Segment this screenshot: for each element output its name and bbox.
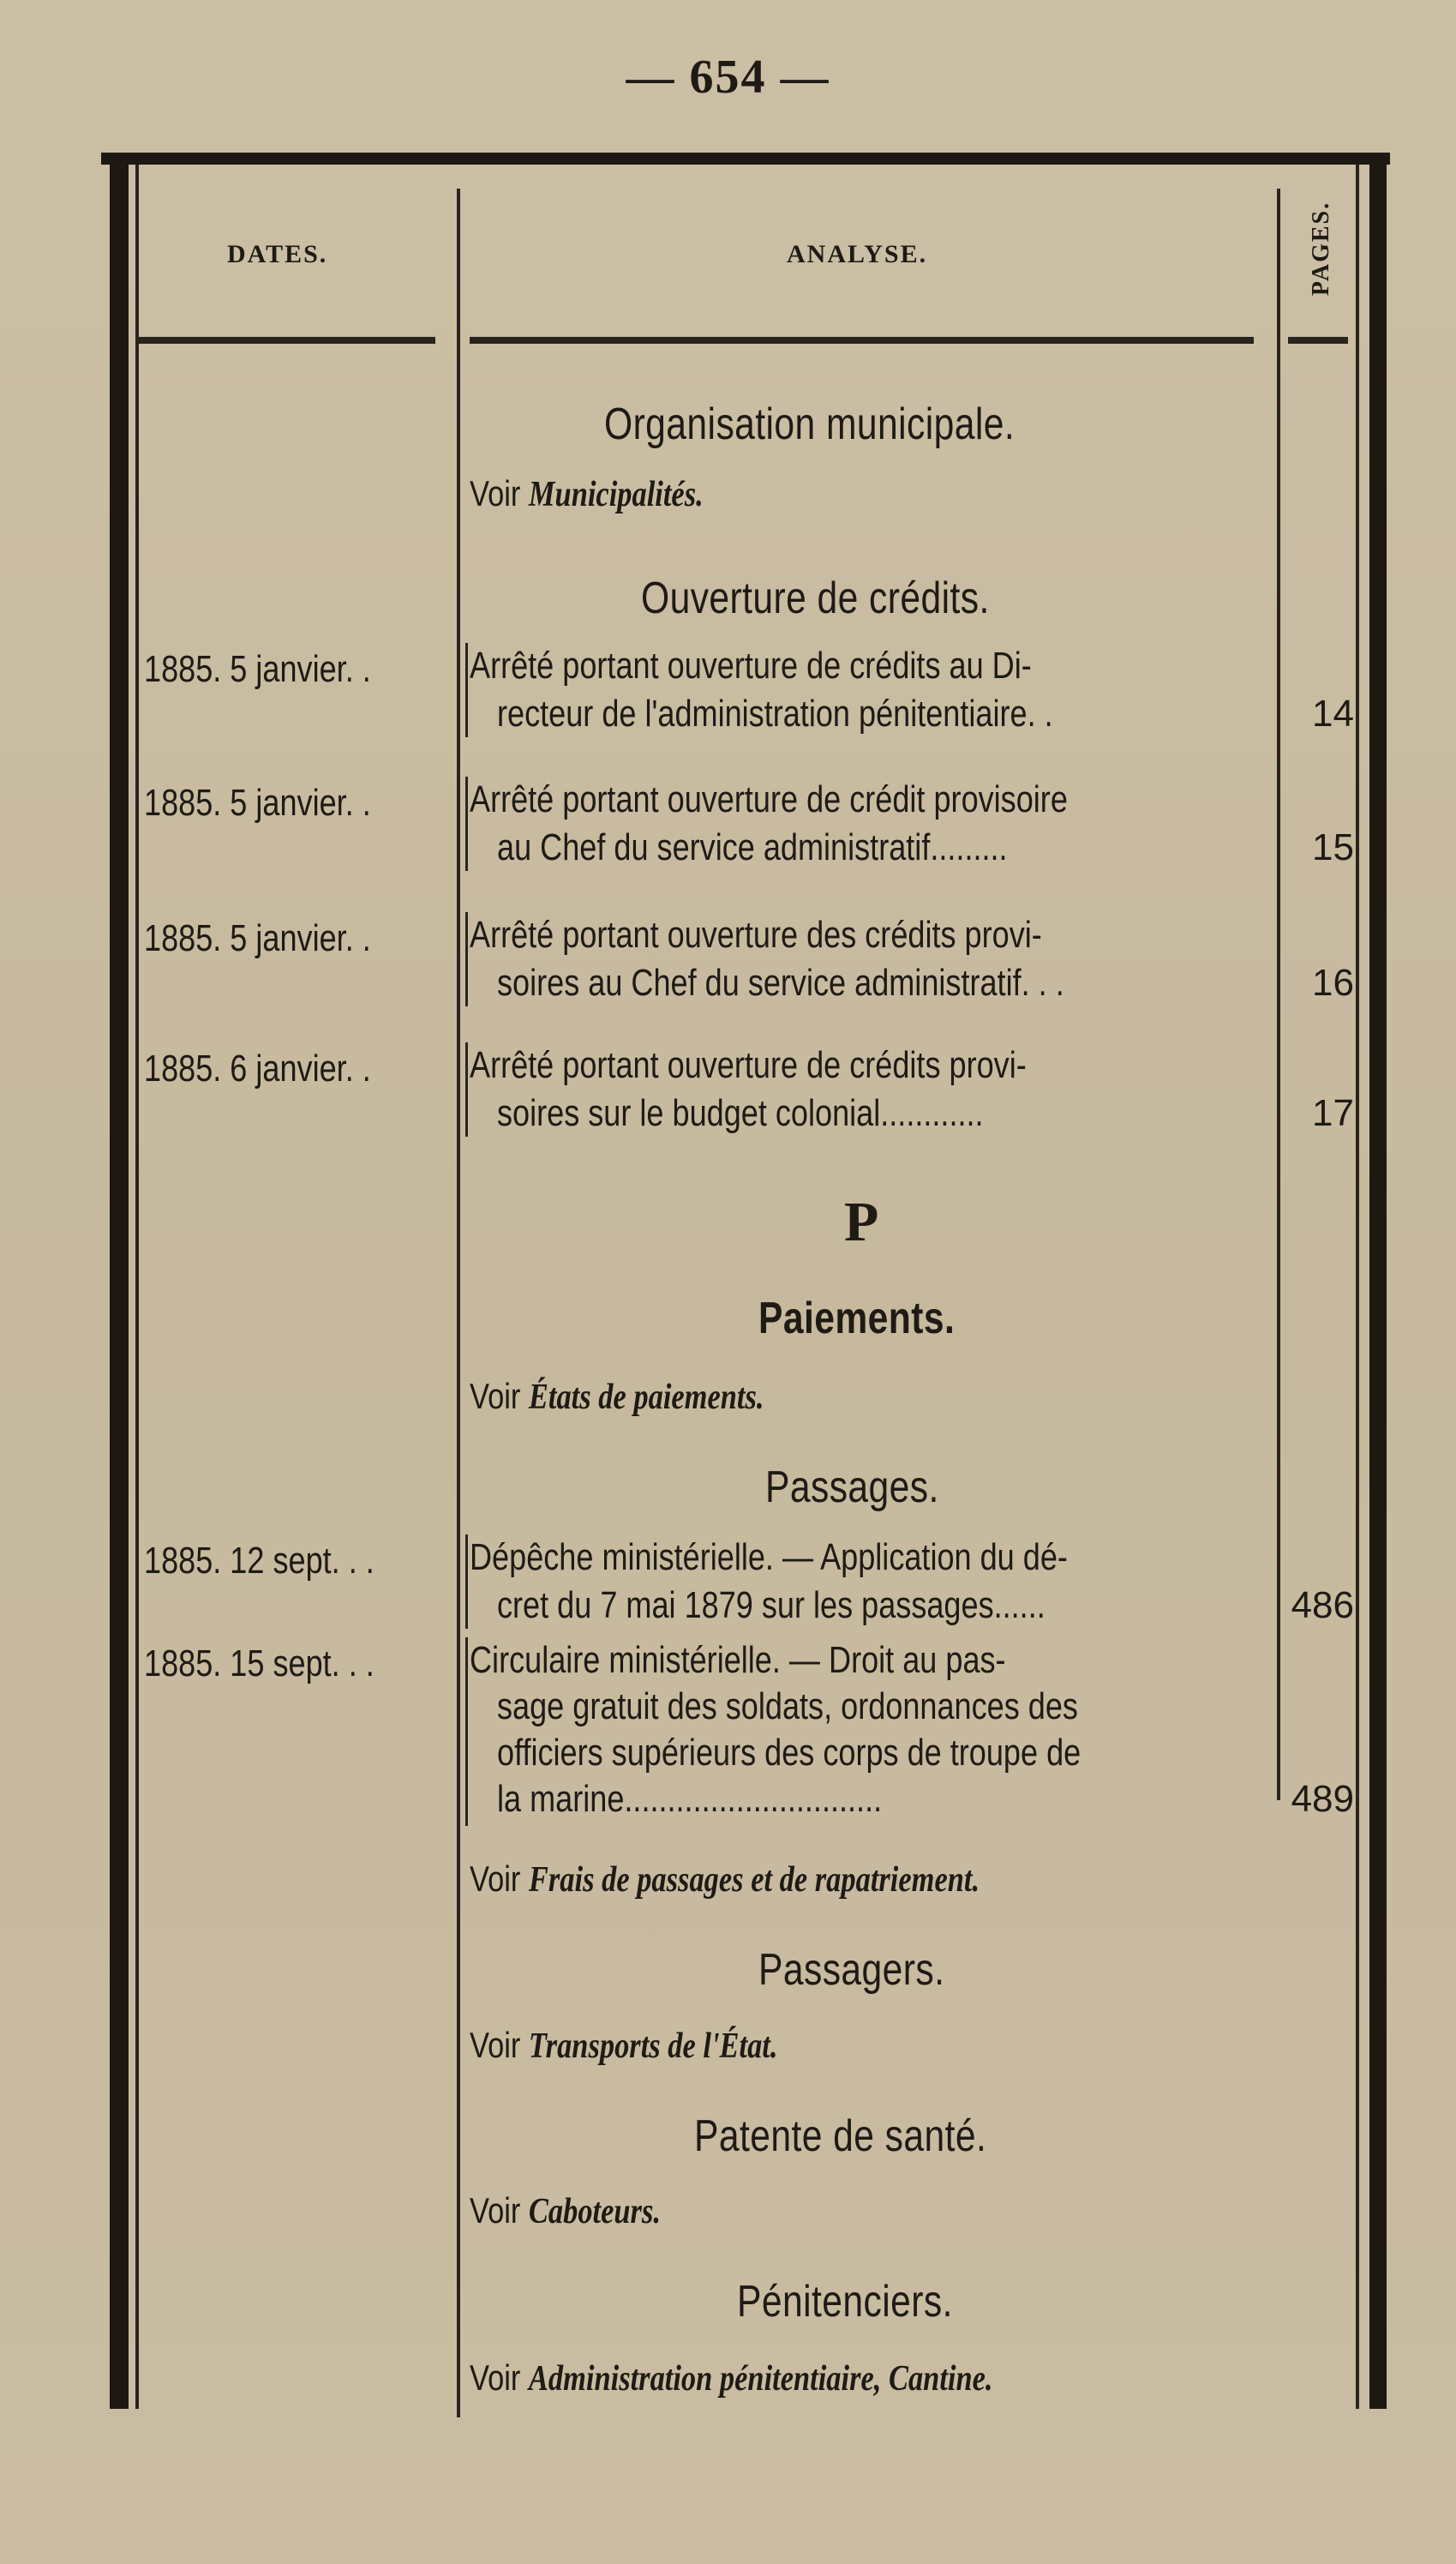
- see-also-reference: Administration pénitentiaire, Cantine.: [528, 2359, 993, 2399]
- table-frame-top: [101, 153, 1390, 165]
- entry-page: 17: [1312, 1092, 1354, 1134]
- see-also-patente: [470, 2190, 661, 2232]
- entry-line: au Chef du service administratif.........: [497, 826, 1008, 868]
- entry-line: Circulaire ministérielle. — Droit au pas-: [470, 1639, 1006, 1681]
- entry-page: 16: [1312, 962, 1354, 1004]
- see-also-prefix: Voir: [470, 2190, 529, 2231]
- see-also-prefix: Voir: [470, 2025, 529, 2065]
- see-also-paiements: [470, 1376, 764, 1418]
- section-title-paiements: Paiements.: [758, 1294, 956, 1343]
- see-also-passages: [470, 1858, 980, 1900]
- see-also-organisation: [470, 473, 704, 515]
- entry-date: 1885. 6 janvier. .: [144, 1048, 371, 1090]
- entry-bracket: [465, 1637, 468, 1826]
- entry-page: 14: [1312, 693, 1354, 735]
- see-also-reference: Transports de l'État.: [528, 2027, 778, 2066]
- entry-bracket: [465, 643, 468, 737]
- entry-line: Dépêche ministérielle. — Application du dé-: [470, 1536, 1068, 1578]
- entry-line: recteur de l'administration pénitentiaire. .: [497, 693, 1053, 735]
- section-title-passages: Passages.: [765, 1462, 939, 1512]
- entry-page: 489: [1291, 1778, 1354, 1820]
- see-also-passagers: [470, 2025, 777, 2067]
- table-frame-left: [110, 153, 129, 2409]
- entry-line: Arrêté portant ouverture de crédit provisoire: [470, 778, 1068, 820]
- see-also-prefix: Voir: [470, 1858, 529, 1899]
- entry-bracket: [465, 1534, 468, 1629]
- entry-bracket: [465, 912, 468, 1006]
- entry-page: 486: [1291, 1584, 1354, 1626]
- column-separator-pages: [1277, 189, 1280, 1800]
- entry-bracket: [465, 1042, 468, 1137]
- see-also-penitenciers: [470, 2357, 993, 2399]
- entry-line: soires au Chef du service administratif. . .: [497, 962, 1064, 1004]
- table-frame-right: [1369, 153, 1387, 2409]
- entry-date: 1885. 5 janvier. .: [144, 917, 371, 959]
- entry-line: la marine..............................: [497, 1778, 883, 1820]
- section-title-patente: Patente de santé.: [694, 2111, 987, 2161]
- alphabet-letter: P: [844, 1191, 879, 1253]
- header-rule-analyse: [470, 337, 1254, 344]
- section-title-penitenciers: Pénitenciers.: [737, 2277, 953, 2327]
- see-also-reference: Caboteurs.: [528, 2192, 661, 2231]
- header-rule-pages: [1288, 337, 1348, 344]
- entry-date: 1885. 5 janvier. .: [144, 782, 371, 824]
- entry-date: 1885. 12 sept. . .: [144, 1540, 374, 1582]
- see-also-reference: Frais de passages et de rapatriement.: [528, 1860, 980, 1900]
- table-frame-right-inner: [1356, 165, 1359, 2409]
- section-title-passagers: Passagers.: [758, 1945, 945, 1995]
- entry-line: Arrêté portant ouverture des crédits provi-: [470, 914, 1042, 956]
- header-rule-dates: [135, 337, 435, 344]
- entry-page: 15: [1312, 826, 1354, 868]
- column-header-pages-text: PAGES.: [1308, 201, 1334, 297]
- see-also-prefix: Voir: [470, 2357, 529, 2398]
- column-separator-dates: [457, 189, 460, 2417]
- entry-line: sage gratuit des soldats, ordonnances des: [497, 1685, 1078, 1727]
- entry-date: 1885. 15 sept. . .: [144, 1642, 374, 1684]
- entry-line: Arrêté portant ouverture de crédits provi-: [470, 1044, 1027, 1086]
- entry-line: cret du 7 mai 1879 sur les passages......: [497, 1584, 1046, 1626]
- entry-line: soires sur le budget colonial............: [497, 1092, 984, 1134]
- table-frame-left-inner: [135, 165, 139, 2409]
- column-header-dates: DATES.: [227, 240, 328, 268]
- entry-line: officiers supérieurs des corps de troupe de: [497, 1732, 1082, 1774]
- see-also-prefix: Voir: [470, 1376, 529, 1416]
- see-also-reference: États de paiements.: [528, 1378, 764, 1417]
- entry-date: 1885. 5 janvier. .: [144, 648, 371, 690]
- page-number: — 654 —: [626, 51, 830, 104]
- see-also-prefix: Voir: [470, 473, 529, 513]
- column-header-analyse: ANALYSE.: [787, 240, 928, 268]
- entry-line: Arrêté portant ouverture de crédits au Di-: [470, 645, 1032, 687]
- section-title-ouverture: Ouverture de crédits.: [641, 573, 990, 623]
- section-title-organisation: Organisation municipale.: [604, 399, 1016, 449]
- entry-bracket: [465, 777, 468, 871]
- column-header-pages: [1296, 180, 1347, 317]
- see-also-reference: Municipalités.: [528, 475, 704, 514]
